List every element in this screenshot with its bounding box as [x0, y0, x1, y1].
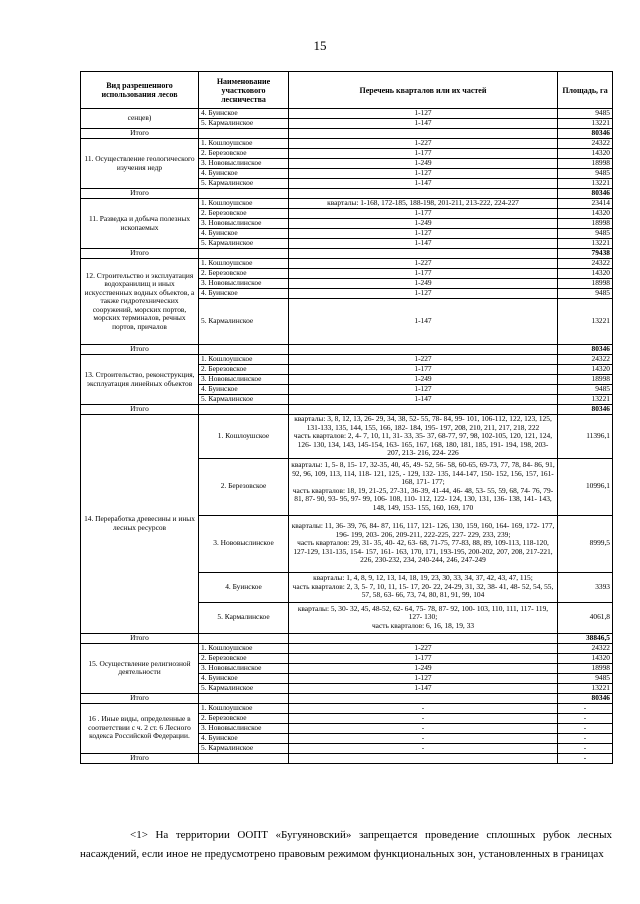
forestry-cell: 5. Кармалинское — [199, 179, 289, 189]
table-body — [81, 109, 613, 764]
forestry-cell: 4. Буинское — [199, 673, 289, 683]
quarters-cell: 1-249 — [289, 159, 558, 169]
use-type-cell: 16 . Иные виды, определенные в соответствии с ч. 2 ст. 6 Лесного кодекса Российской Федерации. — [81, 703, 199, 753]
empty-cell — [289, 129, 558, 139]
forestry-cell: 2. Березовское — [199, 458, 289, 515]
area-cell: 13221 — [558, 119, 613, 129]
total-row — [81, 633, 613, 643]
quarters-cell: кварталы: 5, 30- 32, 45, 48-52, 62- 64, 75- 78, 87- 92, 100- 103, 110, 111, 117- 119, 127- 130; часть кварталов: 6, 16, 18, 19, 33 — [289, 602, 558, 633]
area-cell: 13221 — [558, 683, 613, 693]
total-row — [81, 129, 613, 139]
table-header-row — [81, 72, 613, 109]
quarters-cell: 1-127 — [289, 109, 558, 119]
forestry-cell: 1. Кошлоушское — [199, 703, 289, 713]
forestry-cell: 5. Кармалинское — [199, 683, 289, 693]
forestry-cell: 2. Березовское — [199, 713, 289, 723]
quarters-cell: 1-127 — [289, 229, 558, 239]
area-cell: 18998 — [558, 219, 613, 229]
total-value: 38846,5 — [558, 633, 613, 643]
area-cell: 14320 — [558, 149, 613, 159]
forestry-cell: 2. Березовское — [199, 149, 289, 159]
total-label: Итого — [81, 129, 199, 139]
area-cell: 9485 — [558, 169, 613, 179]
quarters-cell: 1-177 — [289, 149, 558, 159]
footnote-text: <1> На территории ООПТ «Бугуяновский» запрещается проведение сплошных рубок лесных насаждений, если иное не предусмотрено правовым режимом функциональных зон, установленных в границах — [80, 829, 612, 860]
use-type-cell: сенцев) — [81, 109, 199, 129]
quarters-cell: 1-177 — [289, 365, 558, 375]
total-row — [81, 753, 613, 763]
forestry-cell: 4. Буинское — [199, 385, 289, 395]
quarters-cell: кварталы: 1, 5- 8, 15- 17, 32-35, 40, 45, 49- 52, 56- 58, 60-65, 69-73, 77, 78, 84- 86, 91, 92, 96, 109, 113, 114, 118- 121, 125, - 129, 132- 135, 144-147, 150- 152, 156, 157, 161- 168, 171- 177; часть кварталов: 18, 19, 21-25, 27-31, 36-39, 41-44, 46- 48, 53- 55, 59, 68, 74- 76, 79- 81, 87- 90, 93- 95, 97- 99, 106- 108, 110- 112, 122- 124, 130, 131, 136- 138, 141- 143, 148, 149, 153- 155, 160, 169, 170 — [289, 458, 558, 515]
total-row — [81, 345, 613, 355]
quarters-cell: кварталы: 1, 4, 8, 9, 12, 13, 14, 18, 19, 23, 30, 33, 34, 37, 42, 43, 47, 115; часть кварталов: 2, 3, 5- 7, 10, 11, 15- 17, 20- 22, 24-29, 31, 32, 38- 41, 48- 52, 54, 55, 57, 58, 63- 66, 73, 74, 80, 81, 91, 99, 104 — [289, 572, 558, 602]
use-type-cell: 13. Строительство, реконструкция, эксплуатация линейных объектов — [81, 355, 199, 405]
quarters-cell: - — [289, 743, 558, 753]
quarters-cell: - — [289, 723, 558, 733]
empty-cell — [289, 693, 558, 703]
forestry-cell: 3. Нововыслинское — [199, 279, 289, 289]
total-value: 80346 — [558, 405, 613, 415]
table-row — [81, 415, 613, 459]
total-value: 80346 — [558, 189, 613, 199]
empty-cell — [289, 633, 558, 643]
total-label: Итого — [81, 633, 199, 643]
area-cell: 24322 — [558, 643, 613, 653]
table-row — [81, 259, 613, 269]
total-label: Итого — [81, 345, 199, 355]
area-cell: 13221 — [558, 299, 613, 345]
empty-cell — [289, 405, 558, 415]
forestry-cell: 4. Буинское — [199, 229, 289, 239]
forestry-cell: 1. Кошлоушское — [199, 259, 289, 269]
area-cell: 4061,8 — [558, 602, 613, 633]
area-cell: 14320 — [558, 653, 613, 663]
use-type-cell: 15. Осуществление религиозной деятельности — [81, 643, 199, 693]
area-cell: 24322 — [558, 259, 613, 269]
forestry-cell: 2. Березовское — [199, 365, 289, 375]
area-cell: 18998 — [558, 663, 613, 673]
quarters-cell: - — [289, 713, 558, 723]
forestry-cell: 1. Кошлоушское — [199, 139, 289, 149]
use-type-cell: 12. Строительство и эксплуатация водохранилищ и иных искусственных водных объектов, а также гидротехнических сооружений, морских портов, морских терминалов, речных портов, причалов — [81, 259, 199, 345]
forestry-cell: 3. Нововыслинское — [199, 159, 289, 169]
forestry-cell: 4. Буинское — [199, 109, 289, 119]
quarters-cell: 1-147 — [289, 683, 558, 693]
total-label: Итого — [81, 693, 199, 703]
empty-cell — [289, 753, 558, 763]
quarters-cell: 1-249 — [289, 279, 558, 289]
quarters-cell: - — [289, 733, 558, 743]
forestry-cell: 5. Кармалинское — [199, 119, 289, 129]
header-use-type: Вид разрешенного использования лесов — [81, 72, 199, 109]
area-cell: 9485 — [558, 673, 613, 683]
forestry-cell: 4. Буинское — [199, 733, 289, 743]
total-label: Итого — [81, 405, 199, 415]
area-cell: 9485 — [558, 109, 613, 119]
empty-cell — [199, 129, 289, 139]
area-cell: 18998 — [558, 279, 613, 289]
quarters-cell: 1-177 — [289, 269, 558, 279]
total-row — [81, 249, 613, 259]
total-value: 80346 — [558, 693, 613, 703]
area-cell: 24322 — [558, 139, 613, 149]
forestry-cell: 3. Нововыслинское — [199, 723, 289, 733]
quarters-cell: 1-147 — [289, 119, 558, 129]
area-cell: 11396,1 — [558, 415, 613, 459]
empty-cell — [199, 693, 289, 703]
area-cell: 13221 — [558, 179, 613, 189]
quarters-cell: 1-147 — [289, 395, 558, 405]
table-row — [81, 643, 613, 653]
empty-cell — [289, 189, 558, 199]
area-cell: 18998 — [558, 375, 613, 385]
area-cell: 8999,5 — [558, 515, 613, 572]
forestry-cell: 1. Кошлоушское — [199, 415, 289, 459]
area-cell: 14320 — [558, 269, 613, 279]
quarters-cell: 1-177 — [289, 653, 558, 663]
quarters-cell: 1-249 — [289, 219, 558, 229]
area-cell: - — [558, 733, 613, 743]
empty-cell — [289, 345, 558, 355]
table-row — [81, 355, 613, 365]
area-cell: - — [558, 713, 613, 723]
empty-cell — [199, 633, 289, 643]
total-value: 80346 — [558, 345, 613, 355]
forestry-cell: 1. Кошлоушское — [199, 199, 289, 209]
total-value: 80346 — [558, 129, 613, 139]
area-cell: 14320 — [558, 209, 613, 219]
total-row — [81, 693, 613, 703]
empty-cell — [199, 405, 289, 415]
empty-cell — [199, 249, 289, 259]
area-cell: 14320 — [558, 365, 613, 375]
forestry-cell: 4. Буинское — [199, 289, 289, 299]
empty-cell — [199, 345, 289, 355]
area-cell: - — [558, 703, 613, 713]
forestry-cell: 1. Кошлоушское — [199, 355, 289, 365]
empty-cell — [289, 249, 558, 259]
forestry-cell: 3. Нововыслинское — [199, 219, 289, 229]
quarters-cell: 1-227 — [289, 355, 558, 365]
forestry-cell: 5. Кармалинское — [199, 395, 289, 405]
quarters-cell: 1-249 — [289, 663, 558, 673]
total-label: Итого — [81, 249, 199, 259]
quarters-cell: кварталы: 11, 36- 39, 76, 84- 87, 116, 117, 121- 126, 130, 159, 160, 164- 169, 172- 177, 196- 199, 203- 206, 209-211, 222-225, 227- 229, 233, 239; часть кварталов: 29, 31- 35, 40- 42, 63- 68, 71-75, 77-83, 88, 89, 109-113, 118-120, 127-129, 131-135, 154- 157, 161- 163, 170, 171, 193-195, 200-202, 207, 208, 217-221, 226, 230-232, 234, 240-244, 246, 247-249 — [289, 515, 558, 572]
forestry-cell: 2. Березовское — [199, 653, 289, 663]
forestry-cell: 5. Кармалинское — [199, 239, 289, 249]
quarters-cell: 1-227 — [289, 259, 558, 269]
quarters-cell: 1-127 — [289, 673, 558, 683]
area-cell: 9485 — [558, 289, 613, 299]
quarters-cell: 1-127 — [289, 385, 558, 395]
use-type-cell: 14. Переработка древесины и иных лесных ресурсов — [81, 415, 199, 634]
forestry-cell: 4. Буинское — [199, 572, 289, 602]
forestry-cell: 3. Нововыслинское — [199, 515, 289, 572]
quarters-cell: 1-177 — [289, 209, 558, 219]
area-cell: 24322 — [558, 355, 613, 365]
forestry-cell: 4. Буинское — [199, 169, 289, 179]
forestry-cell: 3. Нововыслинское — [199, 375, 289, 385]
quarters-cell: 1-147 — [289, 179, 558, 189]
table-row — [81, 109, 613, 119]
quarters-cell: 1-147 — [289, 239, 558, 249]
area-cell: - — [558, 743, 613, 753]
forestry-cell: 5. Кармалинское — [199, 299, 289, 345]
total-row — [81, 189, 613, 199]
footnote — [80, 826, 612, 864]
area-cell: 3393 — [558, 572, 613, 602]
quarters-cell: 1-227 — [289, 643, 558, 653]
quarters-cell: 1-127 — [289, 169, 558, 179]
use-type-cell: 11. Разведка и добыча полезных ископаемых — [81, 199, 199, 249]
table-row — [81, 139, 613, 149]
empty-cell — [199, 753, 289, 763]
quarters-cell: 1-127 — [289, 289, 558, 299]
forestry-cell: 2. Березовское — [199, 209, 289, 219]
total-value: 79438 — [558, 249, 613, 259]
header-forestry: Наименование участкового лесничества — [199, 72, 289, 109]
area-cell: 13221 — [558, 395, 613, 405]
quarters-cell: 1-227 — [289, 139, 558, 149]
area-cell: 13221 — [558, 239, 613, 249]
empty-cell — [199, 189, 289, 199]
forestry-cell: 2. Березовское — [199, 269, 289, 279]
quarters-cell: кварталы: 3, 8, 12, 13, 26- 29, 34, 38, 52- 55, 78- 84, 99- 101, 106-112, 122, 123, 125, 131-133, 135, 144, 155, 166, 182- 184, 195- 197, 208, 210, 211, 217, 218, 222 часть кварталов: 2, 4- 7, 10, 11, 31- 33, 35- 37, 68-77, 97, 98, 102-105, 120, 121, 124, 126- 130, 134, 143, 145-154, 163- 165, 167, 168, 180, 181, 185, 191- 194, 198, 203- 207, 213- 216, 224- 226 — [289, 415, 558, 459]
forestry-cell: 3. Нововыслинское — [199, 663, 289, 673]
total-value: - — [558, 753, 613, 763]
table-row — [81, 199, 613, 209]
area-cell: 18998 — [558, 159, 613, 169]
total-label: Итого — [81, 753, 199, 763]
total-row — [81, 405, 613, 415]
header-quarters: Перечень кварталов или их частей — [289, 72, 558, 109]
header-area: Площадь, га — [558, 72, 613, 109]
area-cell: 9485 — [558, 385, 613, 395]
page-number: 15 — [313, 38, 327, 53]
area-cell: 9485 — [558, 229, 613, 239]
forestry-cell: 5. Кармалинское — [199, 602, 289, 633]
quarters-cell: 1-249 — [289, 375, 558, 385]
quarters-cell: - — [289, 703, 558, 713]
quarters-cell: кварталы: 1-168, 172-185, 188-198, 201-211, 213-222, 224-227 — [289, 199, 558, 209]
area-cell: 10996,1 — [558, 458, 613, 515]
forest-use-table — [80, 71, 613, 764]
use-type-cell: 11. Осуществление геологического изучения недр — [81, 139, 199, 189]
forestry-cell: 1. Кошлоушское — [199, 643, 289, 653]
table-row — [81, 703, 613, 713]
area-cell: 23414 — [558, 199, 613, 209]
total-label: Итого — [81, 189, 199, 199]
quarters-cell: 1-147 — [289, 299, 558, 345]
forestry-cell: 5. Кармалинское — [199, 743, 289, 753]
area-cell: - — [558, 723, 613, 733]
